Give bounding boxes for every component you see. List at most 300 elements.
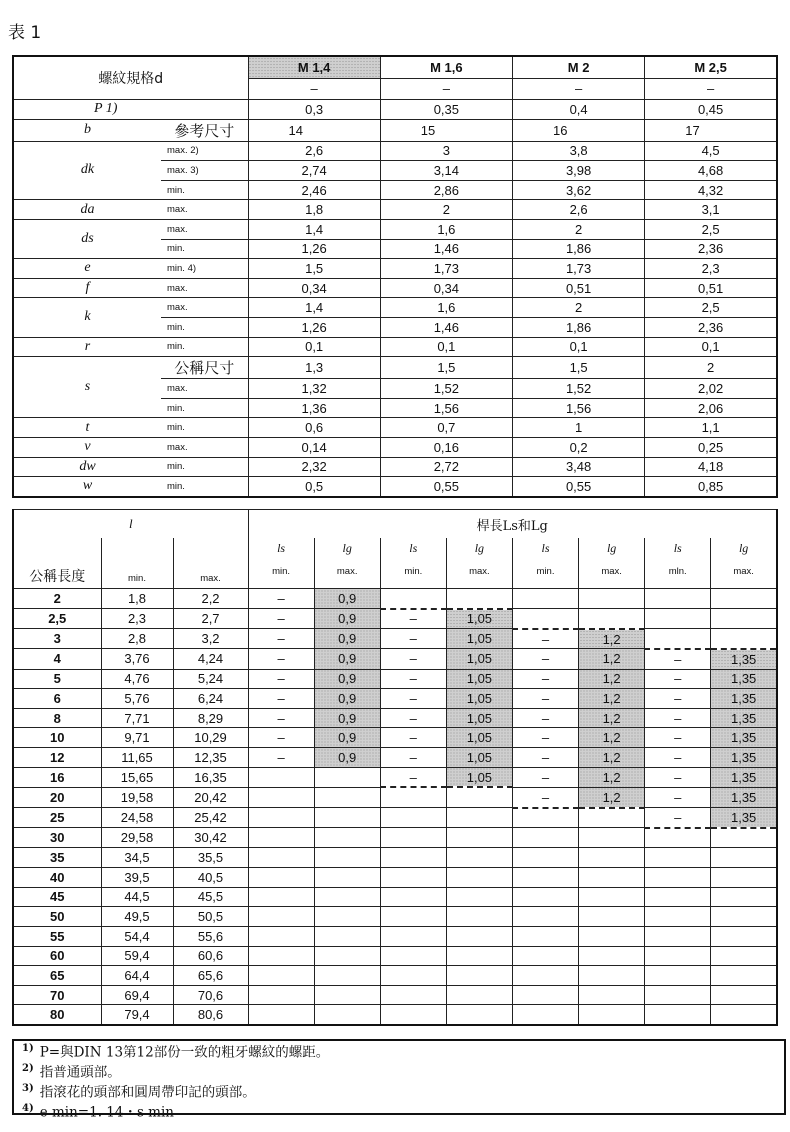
thread-spec-label: 螺紋規格d	[13, 56, 248, 100]
lg-max-value	[711, 907, 777, 927]
dimension-symbol: e	[13, 259, 161, 279]
table-row	[13, 1005, 777, 1025]
dimension-value: 2,36	[645, 317, 777, 337]
lg-max-value: 1,2	[579, 629, 645, 649]
table-row	[13, 787, 777, 807]
shank-subheader	[711, 538, 777, 589]
ls-min-value	[512, 887, 578, 907]
length-max-label: max.	[173, 538, 248, 589]
length-max: 5,24	[173, 669, 248, 689]
dimension-value: 2,36	[645, 239, 777, 259]
length-max: 2,2	[173, 589, 248, 609]
lg-max-value: 1,2	[579, 649, 645, 669]
table-row	[13, 887, 777, 907]
dimension-value: 0,1	[248, 337, 380, 357]
dimension-value: 0,1	[512, 337, 644, 357]
shank-tolerance: min.	[536, 566, 555, 577]
length-max: 40,5	[173, 867, 248, 887]
ls-min-value	[645, 867, 711, 887]
dimension-value: 2,02	[645, 379, 777, 399]
lg-max-value: 1,2	[579, 748, 645, 768]
dimension-symbol: dw	[13, 457, 161, 477]
length-max: 30,42	[173, 828, 248, 848]
length-min: 7,71	[101, 708, 173, 728]
ls-min-value: –	[248, 728, 314, 748]
table-row	[13, 649, 777, 669]
ls-min-value	[248, 828, 314, 848]
dimension-value: 3,1	[645, 200, 777, 220]
ls-min-value	[380, 589, 446, 609]
ls-min-value	[380, 985, 446, 1005]
lg-max-value: 0,9	[314, 649, 380, 669]
lg-max-value	[314, 767, 380, 787]
dimension-value: 0,55	[380, 477, 512, 497]
nominal-length: 50	[13, 907, 101, 927]
lg-max-value: 1,35	[711, 708, 777, 728]
length-min-label: min.	[101, 538, 173, 589]
lg-max-value: 0,9	[314, 708, 380, 728]
dimension-value: 2,5	[645, 219, 777, 239]
lg-max-value	[314, 966, 380, 986]
table-row	[13, 278, 777, 298]
ls-min-value	[512, 966, 578, 986]
lg-max-value: 1,2	[579, 767, 645, 787]
length-min: 3,76	[101, 649, 173, 669]
footnote	[22, 1061, 784, 1081]
lg-max-value	[446, 1005, 512, 1025]
size-sub: –	[248, 78, 380, 100]
lg-max-value	[711, 985, 777, 1005]
lg-max-value: 1,2	[579, 787, 645, 807]
dimension-value: 1,6	[380, 219, 512, 239]
ls-min-value	[380, 867, 446, 887]
table-row	[13, 357, 777, 379]
footnote-text: 指普通頭部。	[39, 1064, 121, 1081]
lg-max-value	[314, 787, 380, 807]
lg-max-value	[314, 887, 380, 907]
length-min: 69,4	[101, 985, 173, 1005]
length-max: 80,6	[173, 1005, 248, 1025]
size-sub: –	[512, 78, 644, 100]
dimension-value: 2	[380, 200, 512, 220]
lg-max-value	[446, 808, 512, 828]
nominal-length: 25	[13, 808, 101, 828]
lg-max-value	[579, 1005, 645, 1025]
lg-max-value: 1,05	[446, 767, 512, 787]
table-row	[13, 609, 777, 629]
lg-max-value	[446, 926, 512, 946]
dimension-value: 3	[380, 141, 512, 161]
size-sub: –	[645, 78, 777, 100]
ls-min-value	[645, 609, 711, 629]
dimension-value: 2,86	[380, 180, 512, 200]
table-row	[13, 259, 777, 279]
ls-min-value	[380, 848, 446, 868]
lg-max-value: 0,9	[314, 629, 380, 649]
length-max: 6,24	[173, 689, 248, 709]
ls-min-value	[645, 848, 711, 868]
ls-min-value	[512, 926, 578, 946]
ls-min-value: –	[380, 689, 446, 709]
lg-max-value: 0,9	[314, 589, 380, 609]
shank-subheader	[446, 538, 512, 589]
nominal-length: 30	[13, 828, 101, 848]
lg-max-value	[314, 926, 380, 946]
ls-min-value	[380, 946, 446, 966]
dimension-value: 4,68	[645, 161, 777, 181]
dimension-value: 2	[512, 219, 644, 239]
length-min: 9,71	[101, 728, 173, 748]
lg-max-value: 1,05	[446, 669, 512, 689]
footnote-number: 3)	[22, 1083, 34, 1094]
lg-max-value: 1,05	[446, 649, 512, 669]
ls-min-value: –	[248, 649, 314, 669]
table-row	[13, 119, 777, 141]
shank-subheader	[579, 538, 645, 589]
dimension-value: 0,4	[512, 100, 644, 120]
ls-label: ls	[277, 541, 286, 555]
lg-max-value	[446, 589, 512, 609]
ls-min-value	[645, 946, 711, 966]
dimension-value: 1,26	[248, 317, 380, 337]
shank-subheader	[314, 538, 380, 589]
dimension-value: 2	[512, 298, 644, 318]
length-max: 25,42	[173, 808, 248, 828]
ls-min-value: –	[512, 767, 578, 787]
table-row	[13, 748, 777, 768]
lg-max-value	[314, 946, 380, 966]
lg-max-value: 1,05	[446, 629, 512, 649]
dimension-value: 1,73	[380, 259, 512, 279]
ls-min-value: –	[512, 629, 578, 649]
ls-min-value: –	[380, 609, 446, 629]
lg-max-value	[711, 828, 777, 848]
ls-min-value	[512, 848, 578, 868]
dimension-value: 17	[645, 119, 777, 141]
tolerance-qualifier: max. 3)	[161, 161, 248, 181]
tolerance-qualifier: max. 2)	[161, 141, 248, 161]
nominal-length: 12	[13, 748, 101, 768]
dimension-value: 0,51	[512, 278, 644, 298]
dimension-value: 1,36	[248, 398, 380, 418]
lg-max-value	[314, 1005, 380, 1025]
ls-min-value	[645, 907, 711, 927]
ls-min-value	[645, 589, 711, 609]
table-row	[13, 337, 777, 357]
tolerance-qualifier: max.	[161, 200, 248, 220]
ls-min-value: –	[380, 629, 446, 649]
lg-max-value	[579, 867, 645, 887]
length-table	[12, 509, 778, 1026]
ls-min-value	[512, 808, 578, 828]
ls-min-value	[380, 1005, 446, 1025]
shank-tolerance: min.	[404, 566, 423, 577]
nominal-length: 3	[13, 629, 101, 649]
tolerance-qualifier: max.	[161, 278, 248, 298]
ls-min-value	[512, 946, 578, 966]
lg-max-value: 1,35	[711, 748, 777, 768]
ls-min-value: –	[645, 669, 711, 689]
ls-min-value: –	[645, 728, 711, 748]
dimension-value: 2,6	[512, 200, 644, 220]
ls-min-value	[380, 808, 446, 828]
shank-tolerance: max.	[733, 566, 754, 577]
nominal-length: 55	[13, 926, 101, 946]
ls-min-value: –	[512, 708, 578, 728]
lg-max-value	[446, 907, 512, 927]
table-row	[13, 669, 777, 689]
table-row	[13, 708, 777, 728]
lg-max-value	[579, 887, 645, 907]
ls-min-value: –	[512, 649, 578, 669]
ls-min-value	[512, 609, 578, 629]
length-max: 45,5	[173, 887, 248, 907]
lg-max-value	[314, 867, 380, 887]
dimension-symbol: P 1)	[13, 100, 248, 120]
ls-min-value	[248, 985, 314, 1005]
ls-min-value: –	[512, 689, 578, 709]
length-max: 20,42	[173, 787, 248, 807]
table-row	[13, 985, 777, 1005]
dimension-value: 1,6	[380, 298, 512, 318]
lg-max-value: 1,35	[711, 808, 777, 828]
dimension-value: 1,86	[512, 317, 644, 337]
dimension-value: 1,26	[248, 239, 380, 259]
dimension-symbol: s	[13, 357, 161, 418]
lg-max-value	[446, 966, 512, 986]
dimension-value: 4,5	[645, 141, 777, 161]
dimension-value: 0,85	[645, 477, 777, 497]
ls-min-value	[248, 867, 314, 887]
lg-max-value: 1,35	[711, 689, 777, 709]
ls-min-value: –	[512, 787, 578, 807]
ls-label: ls	[673, 541, 682, 555]
dimension-value: 0,51	[645, 278, 777, 298]
ls-min-value	[248, 926, 314, 946]
length-min: 5,76	[101, 689, 173, 709]
ls-min-value: –	[380, 708, 446, 728]
footnote	[22, 1081, 784, 1101]
lg-max-value	[314, 828, 380, 848]
dimension-value: 2,06	[645, 398, 777, 418]
ls-min-value: –	[645, 689, 711, 709]
dimension-symbol: r	[13, 337, 161, 357]
ls-min-value	[380, 887, 446, 907]
table-row	[13, 437, 777, 457]
tolerance-qualifier: min.	[161, 457, 248, 477]
length-max: 70,6	[173, 985, 248, 1005]
lg-max-value	[446, 867, 512, 887]
nominal-length: 2	[13, 589, 101, 609]
footnotes	[12, 1039, 786, 1121]
ls-min-value	[248, 966, 314, 986]
lg-max-value	[711, 946, 777, 966]
ls-min-value	[380, 907, 446, 927]
ls-min-value	[645, 629, 711, 649]
size-header: M 2	[512, 56, 644, 78]
length-min: 64,4	[101, 966, 173, 986]
dimension-symbol: k	[13, 298, 161, 337]
size-header: M 1,6	[380, 56, 512, 78]
ls-min-value	[248, 907, 314, 927]
dimension-value: 14	[248, 119, 380, 141]
length-min: 4,76	[101, 669, 173, 689]
dimension-symbol: ds	[13, 219, 161, 258]
length-max: 35,5	[173, 848, 248, 868]
ls-min-value	[645, 966, 711, 986]
shank-tolerance: min.	[272, 566, 291, 577]
length-max: 50,5	[173, 907, 248, 927]
length-min: 24,58	[101, 808, 173, 828]
dimension-value: 1,73	[512, 259, 644, 279]
ls-min-value: –	[248, 589, 314, 609]
dimension-value: 1,86	[512, 239, 644, 259]
dimension-value: 0,1	[380, 337, 512, 357]
length-min: 39,5	[101, 867, 173, 887]
dimension-value: 15	[380, 119, 512, 141]
dimension-value: 2,3	[645, 259, 777, 279]
table-row	[13, 298, 777, 318]
shank-tolerance: mln.	[668, 566, 687, 577]
length-min: 2,8	[101, 629, 173, 649]
dimension-symbol: w	[13, 477, 161, 497]
dimension-value: 2,6	[248, 141, 380, 161]
ls-min-value: –	[248, 689, 314, 709]
table-row	[13, 926, 777, 946]
size-sub: –	[380, 78, 512, 100]
dimension-symbol: t	[13, 418, 161, 438]
nominal-length: 60	[13, 946, 101, 966]
nominal-length: 45	[13, 887, 101, 907]
shank-tolerance: max.	[336, 566, 358, 577]
size-header: M 2,5	[645, 56, 777, 78]
tolerance-qualifier: min.	[161, 418, 248, 438]
lg-label: lg	[738, 541, 749, 555]
ls-min-value: –	[380, 649, 446, 669]
shank-subheader	[645, 538, 711, 589]
ls-min-value	[645, 828, 711, 848]
dimension-symbol: dk	[13, 141, 161, 200]
table-row	[13, 589, 777, 609]
lg-max-value: 1,05	[446, 708, 512, 728]
shank-subheader	[380, 538, 446, 589]
lg-max-value: 1,05	[446, 728, 512, 748]
lg-max-value: 0,9	[314, 689, 380, 709]
lg-max-value	[579, 609, 645, 629]
length-min: 44,5	[101, 887, 173, 907]
ls-min-value	[380, 787, 446, 807]
footnote-number: 2)	[22, 1063, 34, 1074]
dimension-value: 1,32	[248, 379, 380, 399]
lg-label: lg	[342, 541, 352, 555]
lg-max-value	[579, 946, 645, 966]
lg-max-value	[711, 1005, 777, 1025]
dimension-value: 1,4	[248, 298, 380, 318]
lg-max-value	[579, 926, 645, 946]
length-max: 10,29	[173, 728, 248, 748]
footnote	[22, 1101, 784, 1121]
length-min: 15,65	[101, 767, 173, 787]
lg-max-value	[711, 609, 777, 629]
nominal-length: 35	[13, 848, 101, 868]
ls-min-value	[645, 926, 711, 946]
dimension-value: 1,56	[380, 398, 512, 418]
table-row	[13, 141, 777, 161]
ls-min-value: –	[380, 669, 446, 689]
tolerance-qualifier: min.	[161, 398, 248, 418]
dimension-value: 16	[512, 119, 644, 141]
nominal-length: 16	[13, 767, 101, 787]
lg-max-value: 0,9	[314, 728, 380, 748]
ls-min-value	[248, 946, 314, 966]
ls-min-value	[380, 828, 446, 848]
tolerance-qualifier: 公稱尺寸	[161, 357, 248, 379]
ls-min-value: –	[645, 767, 711, 787]
lg-max-value: 1,35	[711, 669, 777, 689]
length-max: 3,2	[173, 629, 248, 649]
ls-min-value	[645, 985, 711, 1005]
shank-tolerance: max.	[601, 566, 622, 577]
ls-min-value	[248, 848, 314, 868]
footnote-number: 4)	[22, 1103, 34, 1114]
dimension-value: 3,48	[512, 457, 644, 477]
ls-min-value	[380, 926, 446, 946]
ls-min-value	[645, 1005, 711, 1025]
footnote-text: 指滾花的頭部和圓周帶印記的頭部。	[39, 1084, 256, 1101]
shank-subheader	[512, 538, 578, 589]
dimension-value: 0,14	[248, 437, 380, 457]
ls-min-value	[512, 1005, 578, 1025]
ls-min-value	[512, 828, 578, 848]
dimension-value: 0,34	[248, 278, 380, 298]
table-row	[13, 767, 777, 787]
table-row	[13, 946, 777, 966]
length-max: 16,35	[173, 767, 248, 787]
ls-min-value: –	[512, 669, 578, 689]
length-max: 8,29	[173, 708, 248, 728]
ls-min-value: –	[645, 649, 711, 669]
ls-min-value: –	[512, 728, 578, 748]
lg-max-value: 1,35	[711, 649, 777, 669]
lg-max-value	[446, 946, 512, 966]
dimension-value: 1,3	[248, 357, 380, 379]
lg-max-value: 1,05	[446, 689, 512, 709]
ls-min-value: –	[380, 728, 446, 748]
dimension-value: 0,3	[248, 100, 380, 120]
lg-max-value	[711, 629, 777, 649]
lg-max-value	[446, 848, 512, 868]
dimension-symbol: v	[13, 437, 161, 457]
footnote	[22, 1041, 784, 1061]
dimension-value: 0,45	[645, 100, 777, 120]
ls-min-value: –	[380, 748, 446, 768]
dimension-value: 1,46	[380, 239, 512, 259]
dimension-value: 0,25	[645, 437, 777, 457]
length-min: 54,4	[101, 926, 173, 946]
dimension-value: 1,4	[248, 219, 380, 239]
lg-max-value	[579, 985, 645, 1005]
lg-max-value: 1,2	[579, 689, 645, 709]
ls-min-value	[248, 787, 314, 807]
dimension-value: 2,5	[645, 298, 777, 318]
nominal-length: 2,5	[13, 609, 101, 629]
dimension-value: 1,1	[645, 418, 777, 438]
length-min: 49,5	[101, 907, 173, 927]
lg-max-value	[314, 808, 380, 828]
ls-min-value	[645, 887, 711, 907]
length-min: 1,8	[101, 589, 173, 609]
length-max: 55,6	[173, 926, 248, 946]
